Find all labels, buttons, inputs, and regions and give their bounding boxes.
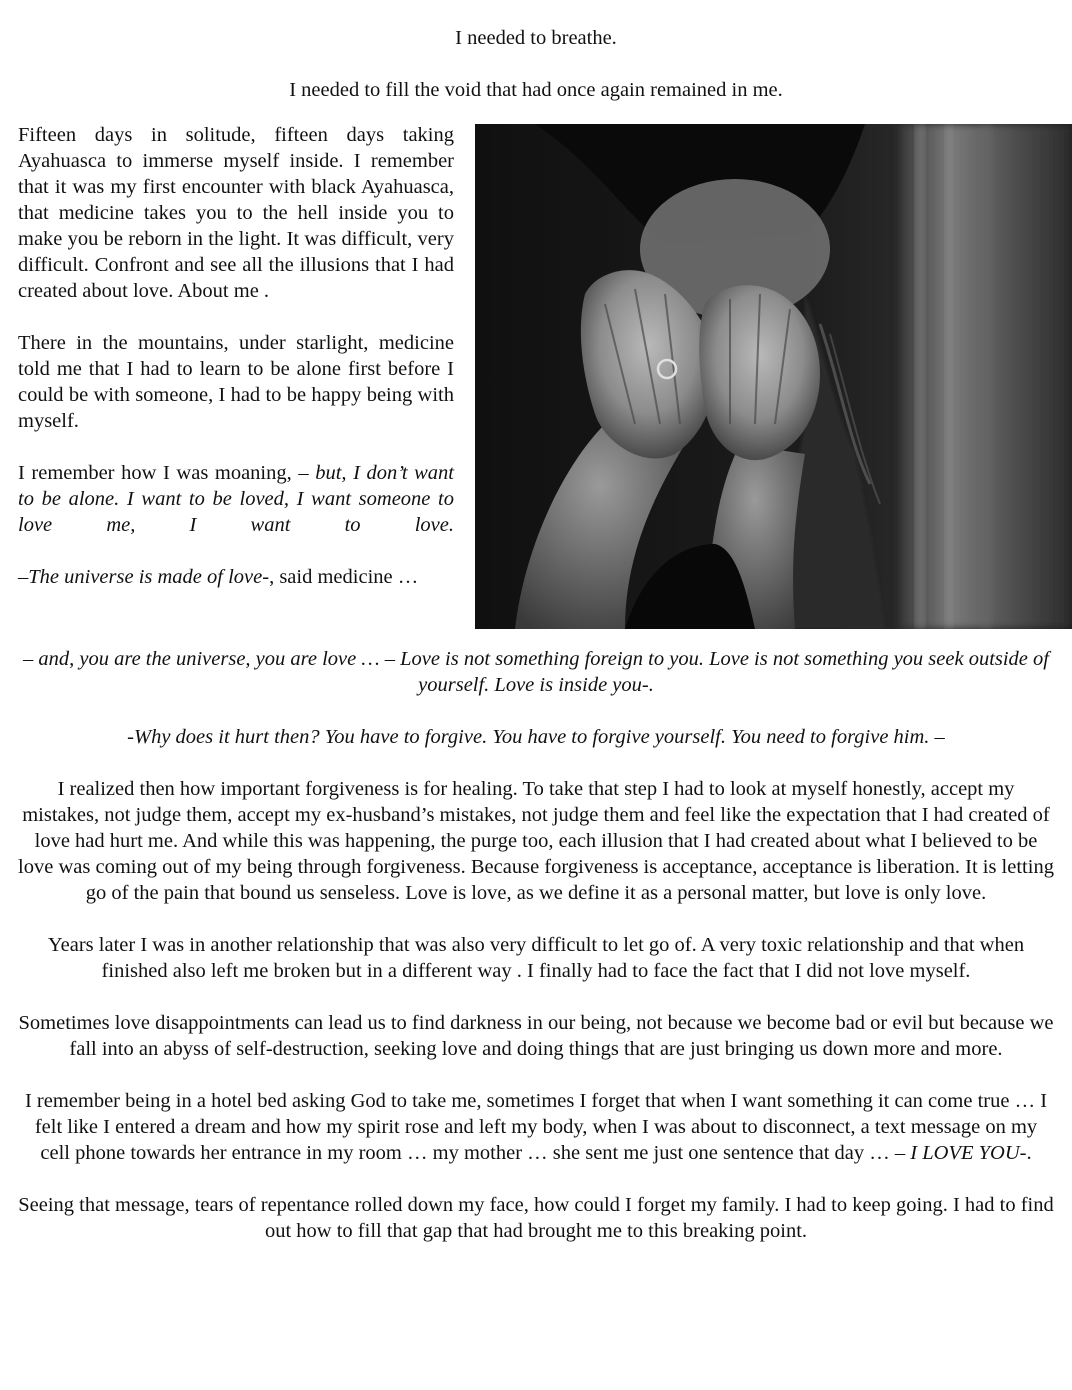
paragraph-message: Seeing that message, tears of repentance rolled down my face, how could I forget my family. I had to keep going. I had to find out how to fill that gap that had brought me to this breaking point. [18,1194,1054,1242]
paragraph-hotel-bed [0,1088,1072,1166]
intro-line-void: I needed to fill the void that had once again remained in me. [289,79,783,101]
moaning-italic-text: but, I don’t want to be alone. I want to be loved, I want someone to love me, I want to love. [18,462,454,536]
photo-illustration [475,124,1072,629]
paragraph-solitude: Fifteen days in solitude, fifteen days taking Ayahuasca to immerse myself inside. I remember that it was my first encounter with black Ayahuasca, that medicine takes you to the hell inside you to make you be reborn in the light. It was difficult, very difficult. Confront and see all the illusions that I had created about love. About me . [18,124,454,302]
paragraph-universe [18,564,454,590]
woman-covering-face-photo [475,124,1072,629]
paragraph-darkness: Sometimes love disappointments can lead us to find darkness in our being, not because we become bad or evil but because we fall into an abyss of self-destruction, seeking love and doing things that are just bringing us down more and more. [18,1012,1054,1060]
moaning-plain-text: I remember how I was moaning, – [18,462,316,484]
paragraph-forgiveness: I realized then how important forgiveness is for healing. To take that step I had to look at myself honestly, accept my mistakes, not judge them, accept my ex-husband’s mistakes, not judge them and feel like the expectation that I had created of love had hurt me. And while this was happening, the purge too, each illusion that I had created about what I believed to be love was coming out of my being through forgiveness. Because forgiveness is acceptance, acceptance is liberation. It is letting go of the pain that bound us senseless. Love is love, as we define it as a personal matter, but love is only love. [18,778,1054,904]
paragraph-moaning [18,460,454,538]
universe-plain-text: , said medicine … [269,566,419,588]
hotel-italic-text: I LOVE YOU- [910,1142,1027,1164]
paragraph-mountains: There in the mountains, under starlight, medicine told me that I had to learn to be alone first before I could be with someone, I had to be happy being with myself. [18,332,454,432]
hotel-end-text: . [1026,1142,1032,1164]
quote-universe-love [0,646,1072,698]
hotel-plain-text: I remember being in a hotel bed asking God to take me, sometimes I forget that when I want something it can come true … I felt like I entered a dream and how my spirit rose and left my body, when I was about to disconnect, a text message on my cell phone towards her entrance in my room … my mother … she sent me just one sentence that day … – [24,1090,1048,1164]
intro-line-breathe: I needed to breathe. [455,27,617,49]
universe-italic-text: –The universe is made of love- [18,566,270,588]
left-text-column [18,122,454,590]
quote-universe-love-text: – and, you are the universe, you are love … – Love is not something foreign to you. Love is not something you seek outside of yourself. Love is inside you-. [23,648,1049,696]
quote-forgive-text: -Why does it hurt then? You have to forgive. You have to forgive yourself. You need to forgive him. – [127,726,945,748]
paragraph-toxic-relationship: Years later I was in another relationship that was also very difficult to let go of. A very toxic relationship and that when finished also left me broken but in a different way . I finally had to face the fact that I did not love myself. [47,934,1025,982]
main-text-body [0,646,1072,1270]
quote-forgive [0,724,1072,750]
